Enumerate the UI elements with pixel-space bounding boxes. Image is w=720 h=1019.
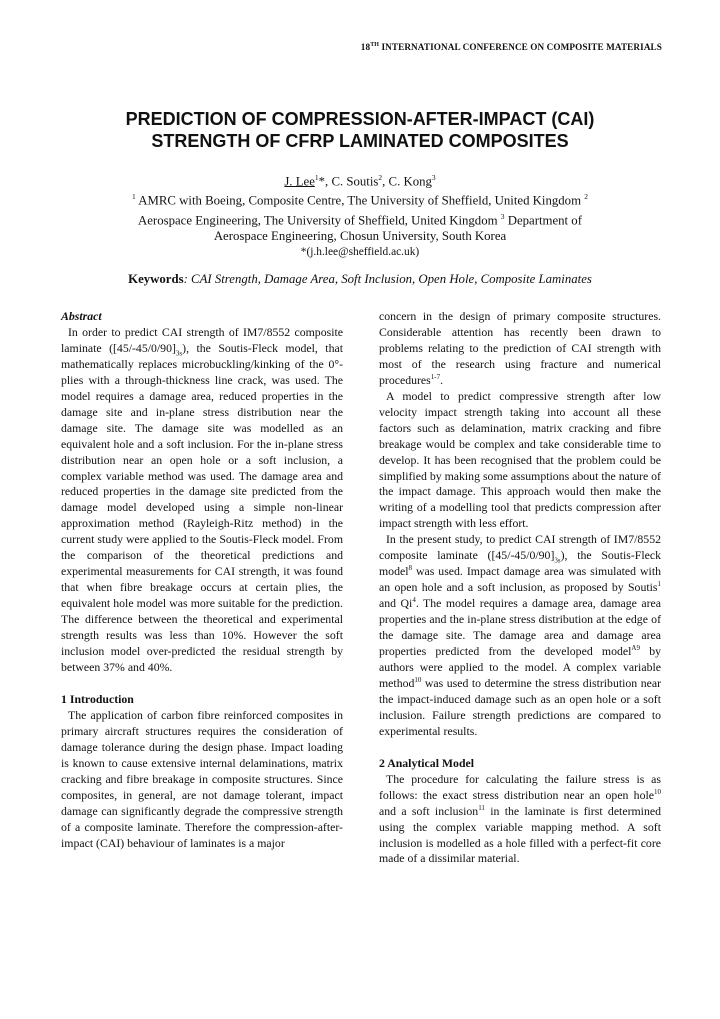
left-column <box>61 309 343 851</box>
introduction-heading: 1 Introduction <box>61 691 134 706</box>
right-column <box>379 309 661 867</box>
paragraph-4: The procedure for calculating the failure stress is as follows: the exact stress distribution near an open hole$^{10}$ and a soft inclusion$^{11}$ in the laminate is first determined using the complex variable mapping method. A soft inclusion is modelled as a hole filled with a perfect-fit core made of a dissimilar material. <box>379 771 661 866</box>
title-line-1: PREDICTION OF COMPRESSION-AFTER-IMPACT (CAI) <box>125 109 595 129</box>
author-names: J. Lee$^1$*, C. Soutis$^2$, C. Kong$^3$ <box>284 173 436 189</box>
affiliations: $^1$ AMRC with Boeing, Composite Centre, The University of Sheffield, United Kingdom $^2$ Aerospace Engineering, The University of Sheffield, United Kingdom $^3$ Department of Aerospace Engineering, Chosun University, South Korea <box>132 192 588 243</box>
paper-title <box>60 108 660 152</box>
introduction-text: The application of carbon fibre reinforced composites in primary aircraft structures requires the consideration of damage tolerance during the design phase. Impact loading is known to cause extensive internal delaminations, matrix cracking and fibre breakage in composite structures. Since composites, in general, are not damage tolerant, impact damage can significantly degrade the compressive strength of a composite laminate. Therefore the compression-after-impact (CAI) behaviour of laminates is a major <box>61 707 343 850</box>
analytical-model-heading: 2 Analytical Model <box>379 755 475 770</box>
title-line-2: STRENGTH OF CFRP LAMINATED COMPOSITES <box>151 131 569 151</box>
abstract-text: In order to predict CAI strength of IM7/8552 composite laminate $([45/-45/0/90]_{3s})$, the Soutis-Fleck model, that mathematically replaces microbuckling/kinking of the 0°-plies with a through-thickness line crack, was used. The model requires a damage area, reduced properties in the damage site and in-plane stress distribution near the damage site. The damage site was modelled as an equivalent hole and a soft inclusion. For the in-plane stress distribution near an open hole or a soft inclusion, a complex variable method was used. The damage area and reduced properties in the damage site predicted from the damage model developed using a simple non-linear approximation method (Rayleigh-Ritz method) in the current study were applied to the Soutis-Fleck model. From the comparison of the theoretical predictions and experimental measurements for CAI strength, it was found that when fibre breakage occurs at certain plies, the equivalent hole model was more suitable for the prediction. The difference between the theoretical and experimental strength results was less than 10%. However the soft inclusion model over-predicted the residual strength by between 37% and 40%. <box>61 324 343 674</box>
abstract-heading: Abstract <box>61 309 102 323</box>
paragraph-2: A model to predict compressive strength after low velocity impact strength taking into account all these factors such as delamination, matrix cracking and fibre breakage would be complex and take considerable time to develop. It has been recognised that the problem could be simplified by making some assumptions about the nature of the impact damage. This approach would then make the writing of a modelling tool that predicts compression after impact strength with less effort. <box>379 388 661 531</box>
keywords: Keywords: CAI Strength, Damage Area, Soft Inclusion, Open Hole, Composite Laminates <box>128 272 592 286</box>
paragraph-1: concern in the design of primary composite structures. Considerable attention has recently been drawn to problems relating to the prediction of CAI strength with most of the research using fracture and numerical procedures$^{1-7}$. <box>379 309 661 387</box>
paragraph-3: In the present study, to predict CAI strength of IM7/8552 composite laminate $([45/-45/0/90]_{3s})$, the Soutis-Fleck model$^8$ was used. Impact damage area was simulated with an open hole and a soft inclusion, as proposed by Soutis$^1$ and Qi$^4$. The model requires a damage area, damage area properties and the in-plane stress distribution at the edge of the damage site. The damage area and damage area properties predicted from the developed model$^{A9}$ by authors were applied to the model. A complex variable method$^{10}$ was used to determine the stress distribution near the impact-induced damage such as an open hole or a soft inclusion. Failure strength predictions are compared to experimental results. <box>379 532 661 738</box>
conference-header: 18TH INTERNATIONAL CONFERENCE ON COMPOSITE MATERIALS <box>360 42 662 53</box>
author-block <box>60 170 660 260</box>
contact-email: *(j.h.lee@sheffield.ac.uk) <box>300 245 420 258</box>
